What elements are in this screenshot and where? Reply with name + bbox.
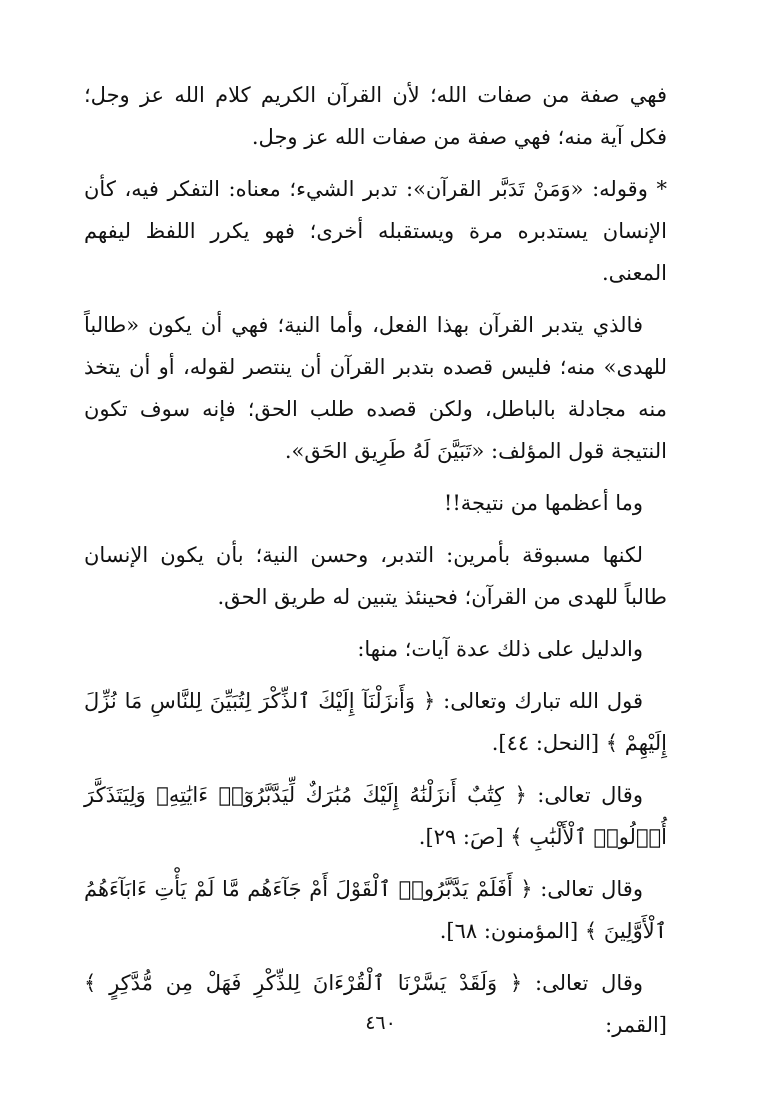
paragraph-2: * وقوله: «وَمَنْ تَدَبَّر القرآن»: تدبر الشيء؛ معناه: التفكر فيه، كأن الإنسان يستدبره مرة ويستقبله أخرى؛ فهو يكرر اللفظ ليفهم المعنى. xyxy=(84,177,667,285)
paragraph-6: والدليل على ذلك عدة آيات؛ منها: xyxy=(357,637,643,661)
paragraph-3: فالذي يتدبر القرآن بهذا الفعل، وأما النية؛ فهي أن يكون «طالباً للهدى» منه؛ فليس قصده بتدبر القرآن أن ينتصر لقوله، أو أن يتخذ منه مجادلة بالباطل، ولكن قصده طلب الحق؛ فإنه سوف تكون النتيجة قول المؤلف: «تَبَيَّنَ لَهُ طَرِيق الحَق». xyxy=(84,313,667,463)
paragraph-1: فهي صفة من صفات الله؛ لأن القرآن الكريم كلام الله عز وجل؛ فكل آية منه؛ فهي صفة من صفات الله عز وجل. xyxy=(84,83,667,149)
paragraph-7: قول الله تبارك وتعالى: ﴿ وَأَنزَلْنَآ إِلَيْكَ ٱلذِّكْرَ لِتُبَيِّنَ لِلنَّاسِ مَا نُزِّلَ إِلَيْهِمْ ﴾ [النحل: ٤٤]. xyxy=(84,689,667,755)
page-number: ٤٦٠ xyxy=(365,1012,396,1034)
paragraph-4: وما أعظمها من نتيجة!! xyxy=(443,491,643,515)
paragraph-8: وقال تعالى: ﴿ كِتَٰبٌ أَنزَلْنَٰهُ إِلَيْكَ مُبَٰرَكٌ لِّيَدَّبَّرُوٓا۟ ءَايَٰتِهِۦ وَلِيَتَذَكَّرَ أُو۟لُوا۟ ٱلْأَلْبَٰبِ ﴾ [صَ: ٢٩]. xyxy=(84,783,667,849)
paragraph-5: لكنها مسبوقة بأمرين: التدبر، وحسن النية؛ بأن يكون الإنسان طالباً للهدى من القرآن؛ فحينئذ يتبين له طريق الحق. xyxy=(84,543,667,609)
paragraph-10: وقال تعالى: ﴿ وَلَقَدْ يَسَّرْنَا ٱلْقُرْءَانَ لِلذِّكْرِ فَهَلْ مِن مُّدَّكِرٍ ﴾ [القمر: xyxy=(84,971,667,1037)
page-body xyxy=(84,74,667,1046)
paragraph-9: وقال تعالى: ﴿ أَفَلَمْ يَدَّبَّرُوا۟ ٱلْقَوْلَ أَمْ جَآءَهُم مَّا لَمْ يَأْتِ ءَابَآءَهُمُ ٱلْأَوَّلِينَ ﴾ [المؤمنون: ٦٨]. xyxy=(84,877,667,943)
